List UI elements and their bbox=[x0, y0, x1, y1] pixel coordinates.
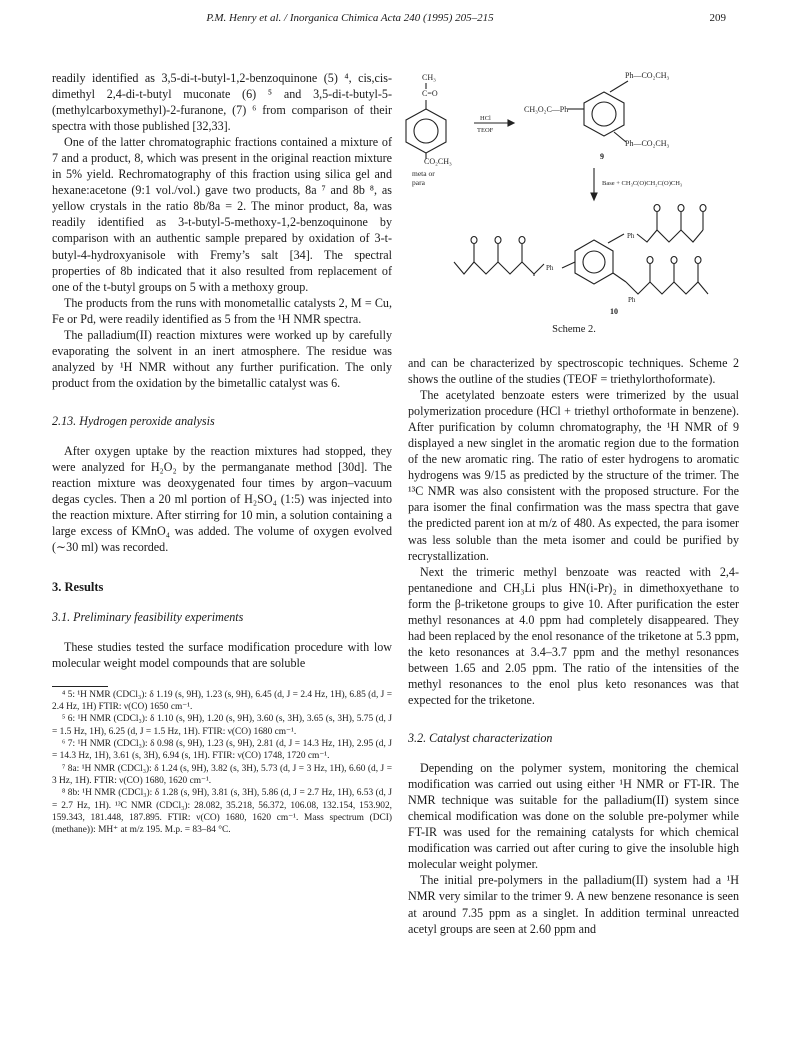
oxygen-upper-2 bbox=[678, 205, 684, 212]
aromatic-circle-acetyl bbox=[414, 119, 438, 143]
journal-citation: P.M. Henry et al. / Inorganica Chimica Acta 240 (1995) 205–215 bbox=[206, 12, 494, 24]
heading-3-2: 3.2. Catalyst characterization bbox=[408, 731, 553, 746]
paragraph-monitoring: Depending on the polymer system, monitoring the chemical modification was carried out using either ¹H NMR or FT-IR. The NMR technique was suitable for the palladium(II) system since chemical modification was done on the soluble pre-polymer while FT-IR was used for the remaining catalysts for which chemical modification was carried out after curing to give the insoluble high molecular weight polymer. bbox=[408, 761, 739, 872]
running-header bbox=[0, 12, 788, 30]
oxygen-left-1 bbox=[519, 237, 525, 244]
central-ring-10 bbox=[575, 240, 613, 284]
bond-9-top bbox=[610, 81, 628, 92]
triketone-chain-lower bbox=[626, 282, 708, 294]
paragraph-trimerization: The acetylated benzoate esters were trimerized by the usual polymerization procedure (HCl + triethyl orthoformate in benzene). After purification by column chromatography, the ¹H NMR of 9 displayed a new singlet in the aromatic region due to the formation of the new aromatic ring. The ratio of ester hydrogens to aromatic hydrogens was 9/15 as predicted by the structure of the trimer. The ¹³C NMR was also consistent with the proposed structure. For the para isomer the final confirmation was the mass spectra that gave the predicted parent ion at m/z of 480. As expected, the para isomer was less soluble than the meta isomer and could be purified by recrystallization. bbox=[408, 388, 739, 563]
aromatic-circle-9 bbox=[592, 102, 616, 126]
paragraph-triketone: Next the trimeric methyl benzoate was reacted with 2,4-pentanedione and CH₃Li plus HN(i-Pr)₂ in dimethoxyethane to form the β-triketone groups to give 10. After purification the ester methyl resonances at 4.0 ppm had completely disappeared. They had been replaced by the enol resonance of the triketone at 5.3 ppm, the keto resonances at 3.4–3.7 ppm and the methyl resonances between 1.65 and 2.05 ppm. The ratio of the intensities of the methyl resonances to the enol plus keto resonances was that expected for the triketone. bbox=[408, 564, 739, 707]
label-bottom-right: Ph—CO₂CH₃ bbox=[625, 139, 670, 148]
scheme-2-drawing bbox=[404, 62, 744, 344]
bond-10-left bbox=[562, 262, 575, 268]
bond-10-upper bbox=[608, 234, 624, 243]
left-column bbox=[52, 70, 392, 837]
compound-number-9: 9 bbox=[600, 152, 604, 161]
oxygen-upper-1 bbox=[654, 205, 660, 212]
footnote-4: ⁴ 5: ¹H NMR (CDCl₃): δ 1.19 (s, 9H), 1.23 (s, 9H), 6.45 (d, J = 2.4 Hz, 1H), 6.85 (d, J = 2.4 Hz, 1H) FTIR: ν(CO) 1650 cm⁻¹. bbox=[52, 689, 392, 712]
heading-2-13: 2.13. Hydrogen peroxide analysis bbox=[52, 413, 215, 428]
label-hcl: HCl bbox=[480, 115, 491, 122]
paragraph-surface-modification: These studies tested the surface modification procedure with low molecular weight model compounds that are soluble bbox=[52, 640, 392, 671]
footnote-rule bbox=[52, 686, 108, 687]
paragraph-prepolymers: The initial pre-polymers in the palladium(II) system had a ¹H NMR very similar to the trimer 9. A new benzene resonance is seen at around 7.35 ppm as a singlet. In addition terminal unreacted acetyl groups are seen at 2.60 ppm and bbox=[408, 873, 739, 936]
label-teof: TEOF bbox=[477, 127, 494, 134]
paragraph-peroxide-analysis: After oxygen uptake by the reaction mixtures had stopped, they were analyzed for H₂O₂ by the permanganate method [30d]. The reaction mixture was deoxygenated four times by argon–vacuum degas cycles. Then a 20 ml portion of H₂SO₄ (1:5) was injected into the reaction mixture. After stirring for 10 min, a solution containing a large excess of KMnO₄ was added. The volume of oxygen evolved (∼30 ml) was recorded. bbox=[52, 443, 392, 555]
label-ph-left: Ph bbox=[546, 264, 554, 272]
label-co2ch3-bottom: CO₂CH₃ bbox=[424, 157, 452, 166]
oxygen-upper-3 bbox=[700, 205, 706, 212]
label-ph-lower: Ph bbox=[628, 296, 636, 304]
paragraph-chromatographic-fractions: One of the latter chromatographic fractions contained a mixture of 7 and a product, 8, which was present in the original reaction mixture in 5% yield. Rechromatography of this fraction using silica gel and hexane:acetone (9:1 vol./vol.) gave two products, 8a ⁷ and 8b ⁸, as yellow crystals in the ratio 8b/8a = 2. The minor product, 8a, was readily identified as 3-t-butyl-5-methoxy-1,2-benzoquinone by comparison with an authentic sample prepared by oxidation of 3-t-butyl-4-hydroxyanisole with Fremy’s salt [34]. The spectral properties of 8b indicated that it also resulted from replacement of one of the t-butyl groups on 5 with a methoxy group. bbox=[52, 135, 392, 294]
oxygen-left-3 bbox=[471, 237, 477, 244]
arrow-base-head bbox=[591, 193, 597, 200]
scheme-2 bbox=[404, 62, 744, 344]
right-column bbox=[408, 355, 739, 937]
compound-number-10: 10 bbox=[610, 307, 618, 316]
footnote-8: ⁸ 8b: ¹H NMR (CDCl₃): δ 1.28 (s, 9H), 3.81 (s, 3H), 5.86 (d, J = 2.7 Hz, 1H), 6.53 (d, J = 2.7 Hz, 1H). ¹³C NMR (CDCl₃): 28.082, 35.218, 56.372, 106.08, 132.154, 153.902, 159.343, 181.448, 187.895. FTIR: ν(CO) 1680, 1620 cm⁻¹. Mass spectrum (DCI) (methane)): MH⁺ at m/z 195. M.p. = 83–84 °C. bbox=[52, 788, 392, 836]
footnote-6: ⁶ 7: ¹H NMR (CDCl₃): δ 0.98 (s, 9H), 1.23 (s, 9H), 2.81 (d, J = 14.3 Hz, 1H), 2.95 (d, J = 14.3 Hz, 1H), 3.61 (s, 3H), 6.94 (s, 1H). FTIR: ν(CO) 1748, 1720 cm⁻¹. bbox=[52, 738, 392, 762]
label-top-right: Ph—CO₂CH₃ bbox=[625, 71, 670, 80]
oxygen-lower-3 bbox=[695, 257, 701, 264]
heading-3-results: 3. Results bbox=[52, 580, 104, 595]
label-meta-or: meta or bbox=[412, 169, 435, 178]
triketone-chain-upper bbox=[637, 230, 703, 242]
footnotes bbox=[52, 689, 392, 837]
label-co: C=O bbox=[422, 89, 438, 98]
label-left-sub: CH₃O₂C—Ph bbox=[524, 105, 569, 114]
footnote-5: ⁵ 6: ¹H NMR (CDCl₃): δ 1.10 (s, 9H), 1.20 (s, 9H), 3.60 (s, 3H), 3.65 (s, 3H), 5.75 (d, J = 1.5 Hz, 1H), 6.25 (d, J = 1.5 Hz, 1H). FTIR: ν(CO) 1680 cm⁻¹. bbox=[52, 714, 392, 737]
label-ch3: CH₃ bbox=[422, 73, 436, 82]
central-ring-9 bbox=[584, 92, 624, 136]
aromatic-circle-10 bbox=[583, 251, 605, 273]
oxygen-left-2 bbox=[495, 237, 501, 244]
paragraph-monometallic-catalysts: The products from the runs with monometallic catalysts 2, M = Cu, Fe or Pd, were readily identified as 5 from the ¹H NMR spectra. bbox=[52, 295, 392, 326]
paragraph-palladium-workup: The palladium(II) reaction mixtures were worked up by carefully evaporating the solvent in an inert atmosphere. The residue was analyzed by ¹H NMR without any further purification. The only product from the oxidation by the bimetallic catalyst was 6. bbox=[52, 327, 392, 390]
footnote-7: ⁷ 8a: ¹H NMR (CDCl₃): δ 1.24 (s, 9H), 3.82 (s, 3H), 5.73 (d, J = 3 Hz, 1H), 6.60 (d, J = 3 Hz, 1H). FTIR: ν(CO) 1680, 1620 cm⁻¹. bbox=[52, 763, 392, 786]
label-para: para bbox=[412, 178, 425, 187]
paragraph-products-identified: readily identified as 3,5-di-t-butyl-1,2-benzoquinone (5) ⁴, cis,cis-dimethyl 2,4-di-t-butyl muconate (6) ⁵ and 3,5-di-t-butyl-5-(methylcarboxymethyl)-2-furanone, (7) ⁶ from comparison of their spectra with those published [32,33]. bbox=[52, 71, 392, 134]
paragraph-spectroscopic: and can be characterized by spectroscopic techniques. Scheme 2 shows the outline of the studies (TEOF = triethylorthoformate). bbox=[408, 356, 739, 387]
bond-10-lower bbox=[613, 273, 626, 282]
page-number: 209 bbox=[709, 12, 726, 24]
label-base: Base + CH₃C(O)CH₂C(O)CH₃ bbox=[602, 180, 683, 187]
label-ph-upper: Ph bbox=[627, 232, 635, 240]
heading-3-1: 3.1. Preliminary feasibility experiments bbox=[52, 610, 244, 625]
oxygen-lower-2 bbox=[671, 257, 677, 264]
oxygen-lower-1 bbox=[647, 257, 653, 264]
benzene-ring-acetyl bbox=[406, 109, 446, 153]
arrow-hcl-teof-head bbox=[508, 120, 514, 126]
scheme-caption: Scheme 2. bbox=[552, 324, 596, 335]
triketone-chain-left bbox=[454, 262, 544, 274]
